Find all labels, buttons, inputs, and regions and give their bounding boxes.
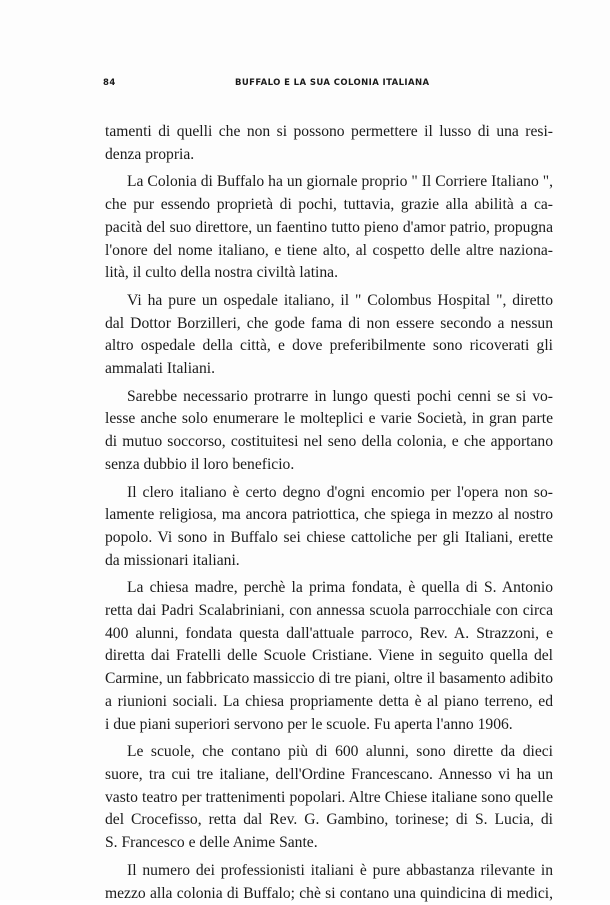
paragraph-4: [105, 386, 553, 477]
text-body: [105, 121, 553, 905]
text-line: denza propria.: [105, 144, 553, 167]
text-line: La Colonia di Buffalo ha un giornale proprio " Il Corriere Italiano ",: [105, 171, 553, 194]
text-line: che pur essendo proprietà di pochi, tuttavia, grazie alla abilità a ca-: [105, 194, 553, 217]
text-line: lamente religiosa, ma ancora patriottica, che spiega in mezzo al nostro: [105, 504, 553, 527]
text-line: l'onore del nome italiano, e tiene alto, al cospetto delle altre naziona-: [105, 240, 553, 263]
text-line: mezzo alla colonia di Buffalo; chè si contano una quindicina di medici,: [105, 883, 553, 905]
text-line: altro ospedale della città, e dove preferibilmente sono ricoverati gli: [105, 335, 553, 358]
text-line: Carmine, un fabbricato massiccio di tre piani, oltre il basamento adibito: [105, 668, 553, 691]
paragraph-2: [105, 171, 553, 285]
text-line: 400 alunni, fondata questa dall'attuale parroco, Rev. A. Strazzoni, e: [105, 623, 553, 646]
text-line: vasto teatro per trattenimenti popolari. Altre Chiese italiane sono quelle: [105, 787, 553, 810]
text-line: S. Francesco e delle Anime Sante.: [105, 832, 553, 855]
text-line: senza dubbio il loro beneficio.: [105, 454, 553, 477]
text-line: popolo. Vi sono in Buffalo sei chiese cattoliche per gli Italiani, erette: [105, 527, 553, 550]
paragraph-1: [105, 121, 553, 166]
text-line: La chiesa madre, perchè la prima fondata, è quella di S. Antonio: [105, 577, 553, 600]
text-line: da missionari italiani.: [105, 550, 553, 573]
paragraph-6: [105, 577, 553, 736]
text-line: a riunioni sociali. La chiesa propriamente detta è al piano terreno, ed: [105, 691, 553, 714]
running-title: BUFFALO E LA SUA COLONIA ITALIANA: [235, 78, 429, 88]
text-line: Vi ha pure un ospedale italiano, il " Colombus Hospital ", diretto: [105, 290, 553, 313]
text-line: ammalati Italiani.: [105, 358, 553, 381]
text-line: lità, il culto della nostra civiltà latina.: [105, 262, 553, 285]
page-number: 84: [103, 78, 116, 88]
text-line: dal Dottor Borzilleri, che gode fama di non essere secondo a nessun: [105, 313, 553, 336]
text-line: del Crocefisso, retta dal Rev. G. Gambino, torinese; di S. Lucia, di: [105, 809, 553, 832]
text-line: diretta dai Fratelli delle Scuole Cristiane. Viene in seguito quella del: [105, 645, 553, 668]
text-line: suore, tra cui tre italiane, dell'Ordine Francescano. Annesso vi ha un: [105, 764, 553, 787]
paragraph-7: [105, 741, 553, 855]
text-line: i due piani superiori servono per le scuole. Fu aperta l'anno 1906.: [105, 714, 553, 737]
text-line: lesse anche solo enumerare le molteplici e varie Società, in gran parte: [105, 408, 553, 431]
running-head: [103, 78, 558, 94]
paragraph-8: [105, 860, 553, 905]
text-line: Sarebbe necessario protrarre in lungo questi pochi cenni se si vo-: [105, 386, 553, 409]
text-line: Le scuole, che contano più di 600 alunni, sono dirette da dieci: [105, 741, 553, 764]
text-line: di mutuo soccorso, costituitesi nel seno della colonia, e che apportano: [105, 431, 553, 454]
paragraph-3: [105, 290, 553, 381]
text-line: pacità del suo direttore, un faentino tutto pieno d'amor patrio, propugna: [105, 217, 553, 240]
text-line: Il clero italiano è certo degno d'ogni encomio per l'opera non so-: [105, 482, 553, 505]
text-line: Il numero dei professionisti italiani è pure abbastanza rilevante in: [105, 860, 553, 883]
text-line: tamenti di quelli che non si possono permettere il lusso di una resi-: [105, 121, 553, 144]
paragraph-5: [105, 482, 553, 573]
text-line: retta dai Padri Scalabriniani, con annessa scuola parrocchiale con circa: [105, 600, 553, 623]
